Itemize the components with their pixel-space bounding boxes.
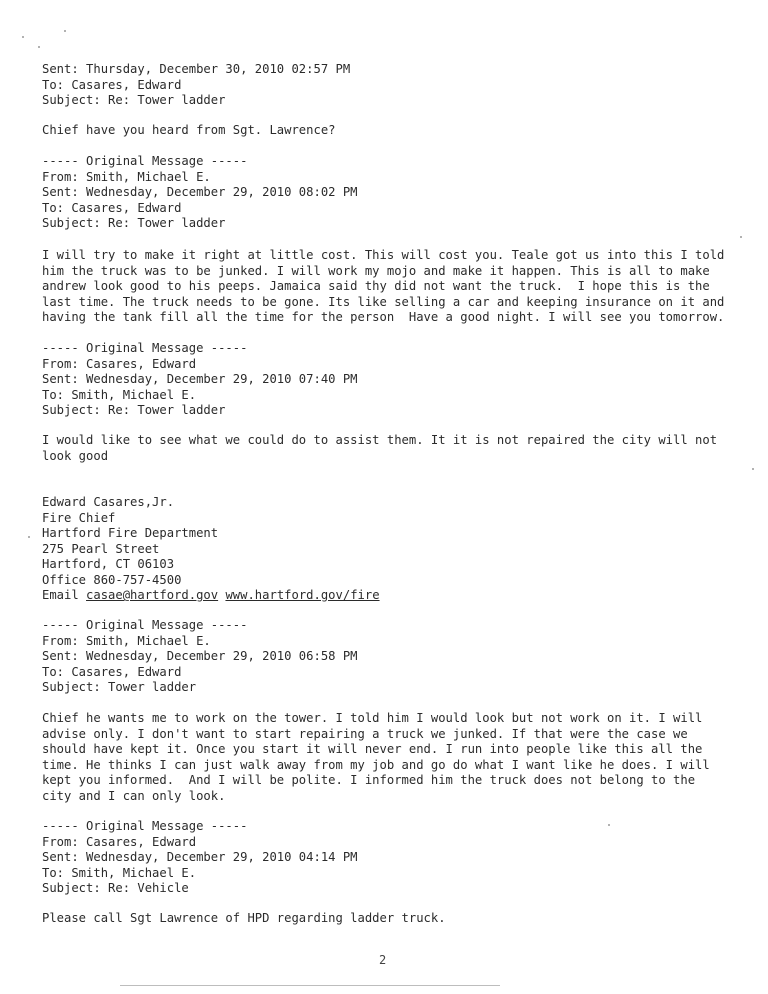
body-line: city and I can only look. bbox=[42, 788, 226, 803]
from-line: From: Smith, Michael E. bbox=[42, 169, 211, 184]
signature-website-link[interactable]: www.hartford.gov/fire bbox=[225, 588, 380, 602]
scan-speck bbox=[64, 30, 66, 32]
original-message-divider: ----- Original Message ----- bbox=[42, 819, 248, 833]
signature-email-line bbox=[42, 588, 742, 604]
email-body-3 bbox=[42, 433, 742, 464]
signature-email-label: Email bbox=[42, 588, 87, 602]
subject-line: Subject: Re: Tower ladder bbox=[42, 93, 226, 107]
email-body-4 bbox=[42, 711, 742, 804]
body-line: I would like to see what we could do to assist them. It it is not repaired the city will not bbox=[42, 433, 718, 447]
signature-office-phone: Office 860-757-4500 bbox=[42, 572, 182, 587]
scan-speck bbox=[22, 36, 24, 38]
footer-rule bbox=[120, 985, 500, 986]
body-line: look good bbox=[42, 448, 109, 463]
scan-speck bbox=[28, 536, 30, 538]
from-line: From: Casares, Edward bbox=[42, 356, 197, 371]
signature-title: Fire Chief bbox=[42, 510, 116, 525]
subject-line: Subject: Tower ladder bbox=[42, 680, 197, 694]
subject-line: Subject: Re: Vehicle bbox=[42, 881, 189, 895]
to-line: To: Smith, Michael E. bbox=[42, 387, 197, 402]
subject-line: Subject: Re: Tower ladder bbox=[42, 403, 226, 417]
signature-department: Hartford Fire Department bbox=[42, 526, 219, 540]
scan-speck bbox=[740, 236, 742, 238]
email-body-1 bbox=[42, 123, 742, 139]
from-line: From: Smith, Michael E. bbox=[42, 633, 211, 648]
body-line: Chief have you heard from Sgt. Lawrence? bbox=[42, 123, 336, 137]
body-line: advise only. I don't want to start repairing a truck we junked. If that were the case we bbox=[42, 726, 688, 741]
original-message-divider: ----- Original Message ----- bbox=[42, 618, 248, 632]
body-line: him the truck was to be junked. I will work my mojo and make it happen. This is all to make bbox=[42, 263, 710, 278]
email-body-2 bbox=[42, 248, 742, 326]
body-line: time. He thinks I can just walk away from my job and go do what I want like he does. I will bbox=[42, 757, 710, 772]
to-line: To: Casares, Edward bbox=[42, 77, 182, 92]
body-line: Please call Sgt Lawrence of HPD regarding ladder truck. bbox=[42, 911, 446, 925]
signature-street: 275 Pearl Street bbox=[42, 541, 160, 556]
to-line: To: Casares, Edward bbox=[42, 664, 182, 679]
email-header-1 bbox=[42, 62, 742, 109]
email-header-2 bbox=[42, 154, 742, 232]
original-message-divider: ----- Original Message ----- bbox=[42, 154, 248, 168]
signature-city: Hartford, CT 06103 bbox=[42, 557, 175, 571]
scan-speck bbox=[752, 468, 754, 470]
scan-speck bbox=[608, 824, 610, 826]
sent-line: Sent: Wednesday, December 29, 2010 04:14 PM bbox=[42, 850, 358, 864]
sent-line: Sent: Wednesday, December 29, 2010 06:58 PM bbox=[42, 649, 358, 663]
subject-line: Subject: Re: Tower ladder bbox=[42, 216, 226, 230]
email-header-3 bbox=[42, 341, 742, 419]
email-header-4 bbox=[42, 618, 742, 696]
email-header-5 bbox=[42, 819, 742, 897]
to-line: To: Casares, Edward bbox=[42, 200, 182, 215]
original-message-divider: ----- Original Message ----- bbox=[42, 341, 248, 355]
body-line: Chief he wants me to work on the tower. I told him I would look but not work on it. I will bbox=[42, 711, 703, 725]
signature-email-link[interactable]: casae@hartford.gov bbox=[86, 588, 219, 602]
email-signature bbox=[42, 495, 742, 604]
signature-name: Edward Casares,Jr. bbox=[42, 495, 175, 509]
from-line: From: Casares, Edward bbox=[42, 834, 197, 849]
sent-line: Sent: Wednesday, December 29, 2010 08:02 PM bbox=[42, 185, 358, 199]
body-line: I will try to make it right at little cost. This will cost you. Teale got us into this I told bbox=[42, 248, 725, 262]
body-line: having the tank fill all the time for the person Have a good night. I will see you tomorrow. bbox=[42, 310, 725, 324]
body-line: should have kept it. Once you start it will never end. I run into people like this all the bbox=[42, 742, 703, 756]
body-line: kept you informed. And I will be polite. I informed him the truck does not belong to the bbox=[42, 773, 696, 787]
scan-speck bbox=[38, 46, 40, 48]
email-body-5 bbox=[42, 911, 742, 927]
body-line: last time. The truck needs to be gone. Its like selling a car and keeping insurance on it and bbox=[42, 294, 725, 309]
sent-line: Sent: Thursday, December 30, 2010 02:57 PM bbox=[42, 62, 351, 76]
to-line: To: Smith, Michael E. bbox=[42, 865, 197, 880]
page-number: 2 bbox=[379, 953, 387, 967]
body-line: andrew look good to his peeps. Jamaica said thy did not want the truck. I hope this is the bbox=[42, 279, 710, 293]
sent-line: Sent: Wednesday, December 29, 2010 07:40 PM bbox=[42, 372, 358, 386]
